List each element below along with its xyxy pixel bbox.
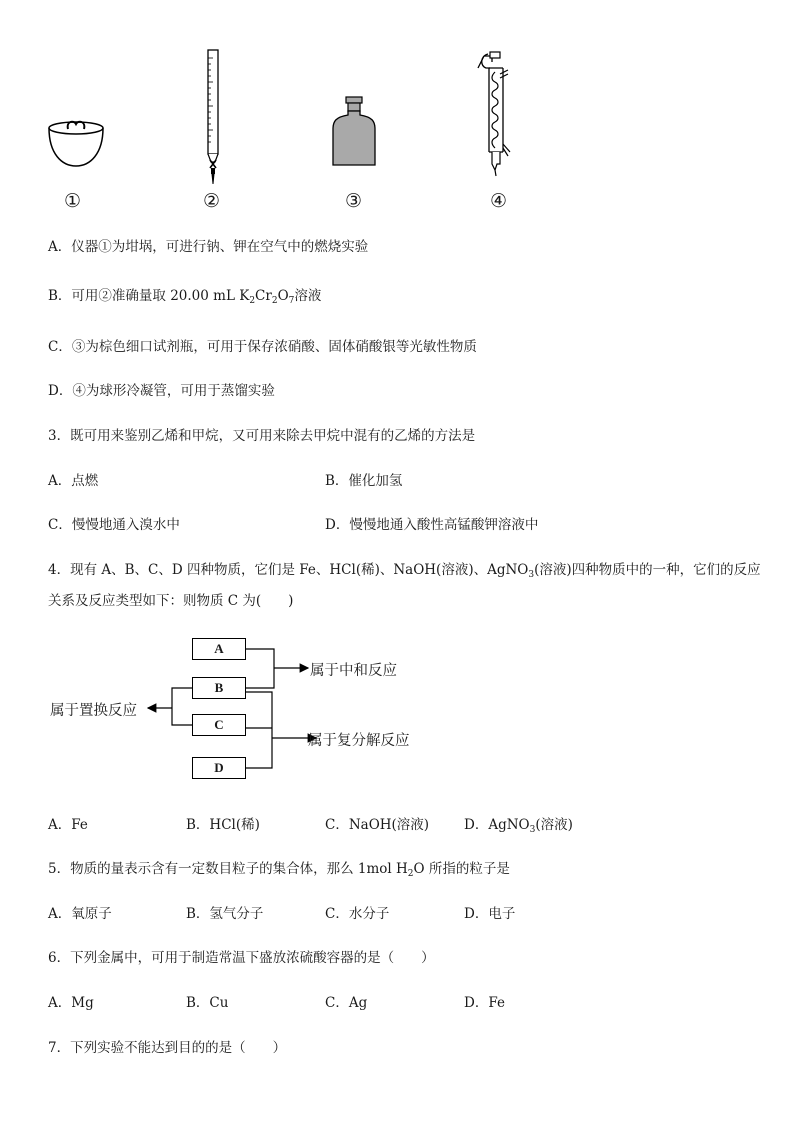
diagram-box-c: C xyxy=(192,714,246,736)
q5-option-d: D．电子 xyxy=(464,906,516,922)
q4-stem-line2: 关系及反应类型如下：则物质 C 为( ) xyxy=(48,593,294,609)
displacement-label: 属于置换反应 xyxy=(50,703,137,719)
q4-option-b: B．HCl(稀) xyxy=(186,817,260,833)
q4-option-a: A．Fe xyxy=(48,817,88,833)
q4-option-d: D．AgNO$_3$(溶液) xyxy=(464,817,573,835)
q6-option-b: B．Cu xyxy=(186,995,229,1011)
q3-stem: 3．既可用来鉴别乙烯和甲烷，又可用来除去甲烷中混有的乙烯的方法是 xyxy=(48,428,476,444)
q7-stem: 7．下列实验不能达到目的的是（ ） xyxy=(48,1040,287,1056)
neutralization-label: 属于中和反应 xyxy=(310,663,397,679)
q6-option-a: A．Mg xyxy=(48,995,94,1011)
apparatus-label-4: ④ xyxy=(490,190,508,212)
q5-option-c: C．水分子 xyxy=(325,906,390,922)
burette-icon xyxy=(200,48,226,186)
q2-option-a: A．仪器①为坩埚，可进行钠、钾在空气中的燃烧实验 xyxy=(48,239,369,255)
q3-option-b: B．催化加氢 xyxy=(325,473,403,489)
q3-option-a: A．点燃 xyxy=(48,473,99,489)
potassium-dichromate-formula: $K_2Cr_2O_7$ xyxy=(239,288,295,306)
q2-option-b-suffix: 溶液 xyxy=(294,288,322,304)
q3-option-d: D．慢慢地通入酸性高锰酸钾溶液中 xyxy=(325,517,539,533)
diagram-box-b: B xyxy=(192,677,246,699)
apparatus-label-3: ③ xyxy=(345,190,363,212)
brown-reagent-bottle-icon xyxy=(330,95,378,169)
q5-stem: 5．物质的量表示含有一定数目粒子的集合体，那么 1mol $H_2O$ 所指的粒子是 xyxy=(48,861,510,879)
q2-option-b xyxy=(48,284,321,306)
q6-stem: 6．下列金属中，可用于制造常温下盛放浓硫酸容器的是（ ） xyxy=(48,950,435,966)
q5-option-a: A．氧原子 xyxy=(48,906,112,922)
q5-option-b: B．氢气分子 xyxy=(186,906,264,922)
apparatus-label-2: ② xyxy=(203,190,221,212)
diagram-box-a: A xyxy=(192,638,246,660)
q4-option-c: C．NaOH(溶液) xyxy=(325,817,430,833)
double-decomposition-label: 属于复分解反应 xyxy=(308,733,410,749)
q4-stem-line1: 4．现有 A、B、C、D 四种物质，它们是 Fe、HCl(稀)、NaOH(溶液)、AgNO$_3$(溶液)四种物质中的一种，它们的反应 xyxy=(48,562,761,580)
apparatus-label-1: ① xyxy=(64,190,82,212)
q2-option-d: D．④为球形冷凝管，可用于蒸馏实验 xyxy=(48,383,275,399)
q2-option-b-text: B．可用②准确量取 20.00 mL xyxy=(48,288,235,304)
q3-option-c: C．慢慢地通入溴水中 xyxy=(48,517,180,533)
q2-option-c: C．③为棕色细口试剂瓶，可用于保存浓硝酸、固体硝酸银等光敏性物质 xyxy=(48,339,477,355)
diagram-box-d: D xyxy=(192,757,246,779)
bulb-condenser-icon xyxy=(474,48,520,180)
q6-option-d: D．Fe xyxy=(464,995,505,1011)
crucible-icon xyxy=(44,112,108,172)
q6-option-c: C．Ag xyxy=(325,995,368,1011)
